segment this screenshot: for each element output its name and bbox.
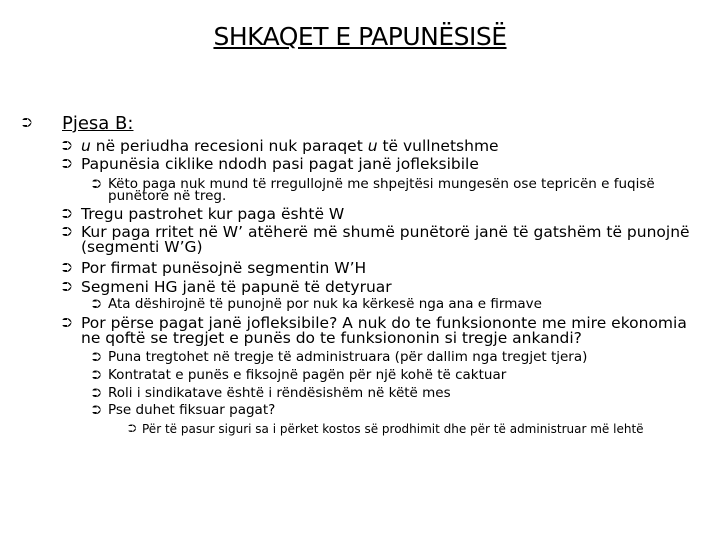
list-item-text-part: të vullnetshme (377, 137, 499, 155)
arrow-bullet-icon: ⮊ (92, 386, 102, 400)
arrow-bullet-icon: ⮊ (22, 116, 32, 131)
arrow-bullet-icon: ⮊ (62, 261, 72, 276)
list-item (62, 157, 702, 172)
list-item (92, 404, 692, 416)
arrow-bullet-icon: ⮊ (62, 139, 72, 154)
list-item-text: Kontratat e punës e fiksojnë pagën për një kohë të caktuar (108, 367, 507, 383)
arrow-bullet-icon: ⮊ (92, 368, 102, 382)
list-item-text: Por firmat punësojnë segmentin W’H (81, 259, 367, 277)
u-symbol: u (81, 137, 91, 155)
list-item-text: Roli i sindikatave është i rëndësishëm në këtë mes (108, 385, 451, 401)
list-item-text: Tregu pastrohet kur paga është W (81, 205, 345, 223)
list-item (92, 387, 692, 399)
section-label: Pjesa B: (62, 113, 134, 134)
list-item-text (81, 139, 702, 154)
list-item-text: Këto paga nuk mund të rregullojnë me shpejtësi mungesën ose tepricën e fuqisë punëtore në treg. (108, 176, 655, 204)
slide-title: SHKAQET E PAPUNËSISË (213, 22, 507, 51)
list-item-text: Për të pasur siguri sa i përket kostos së prodhimit dhe për të administruar më lehtë (142, 422, 644, 436)
list-item-text: Segmeni HG janë të papunë të detyruar (81, 278, 392, 296)
list-item-text: Papunësia ciklike ndodh pasi pagat janë jofleksibile (81, 155, 479, 173)
arrow-bullet-icon: ⮊ (62, 316, 72, 331)
section-pjesa-b (22, 115, 702, 133)
list-item (62, 316, 707, 346)
list-item (92, 351, 692, 363)
list-item (62, 280, 702, 295)
arrow-bullet-icon: ⮊ (92, 297, 102, 311)
list-item-text: Kur paga rritet në W’ atëherë më shumë punëtorë janë të gatshëm të punojnë (segmenti W’G) (81, 223, 690, 256)
arrow-bullet-icon: ⮊ (62, 207, 72, 222)
arrow-bullet-icon: ⮊ (62, 225, 72, 240)
list-item-text: Por përse pagat janë jofleksibile? A nuk do te funksiononte me mire ekonomia ne qoftë se tregjet e punës do te funksiononin si tregje ankandi? (81, 314, 687, 347)
list-item (62, 261, 702, 276)
list-item (92, 369, 692, 381)
arrow-bullet-icon: ⮊ (92, 403, 102, 417)
u-symbol: u (367, 137, 378, 155)
list-item (62, 207, 702, 222)
arrow-bullet-icon: ⮊ (92, 350, 102, 364)
list-item (128, 423, 713, 435)
list-item-text-part: në periudha recesioni nuk paraqet (90, 137, 368, 155)
arrow-bullet-icon: ⮊ (62, 280, 72, 295)
arrow-bullet-icon: ⮊ (92, 177, 102, 191)
list-item (62, 225, 702, 255)
list-item-text: Ata dëshirojnë të punojnë por nuk ka kërkesë nga ana e firmave (108, 296, 542, 312)
list-item (92, 298, 692, 310)
arrow-bullet-icon: ⮊ (128, 422, 137, 435)
arrow-bullet-icon: ⮊ (62, 157, 72, 172)
list-item-text: Puna tregtohet në tregje të administruara (për dallim nga tregjet tjera) (108, 349, 588, 365)
list-item-text: Pse duhet fiksuar pagat? (108, 402, 276, 418)
list-item (62, 139, 702, 154)
list-item (92, 178, 662, 202)
